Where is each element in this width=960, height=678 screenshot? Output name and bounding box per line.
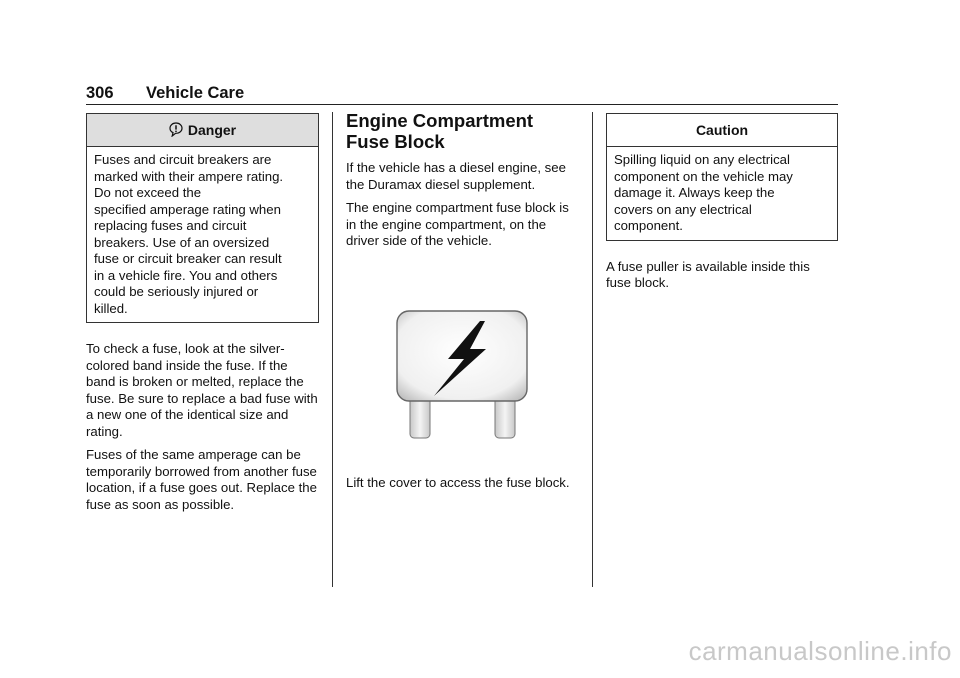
section-heading-line-1: Engine Compartment	[346, 110, 534, 131]
column-divider-left	[332, 112, 333, 587]
danger-line: killed.	[94, 300, 128, 316]
diesel-paragraph: If the vehicle has a diesel engine, see the Duramax diesel supplement.	[346, 160, 566, 192]
section-heading-line-2: Fuse Block	[346, 131, 445, 152]
left-column	[86, 113, 319, 520]
fuse-check-paragraph: To check a fuse, look at the silver-colored band inside the fuse. If the band is broken or melted, replace the fuse. Be sure to replace a bad fuse with a new one of the identical size and rating.	[86, 341, 318, 439]
danger-line: specified amperage rating when	[94, 201, 281, 217]
danger-line: replacing fuses and circuit	[94, 218, 247, 233]
location-paragraph: The engine compartment fuse block is in the engine compartment, on the driver side of the vehicle.	[346, 200, 569, 248]
column-divider-right	[592, 112, 593, 587]
danger-line: Fuses and circuit breakers are	[94, 152, 272, 167]
middle-column-bottom	[346, 475, 578, 499]
page-header	[86, 82, 838, 105]
danger-body	[87, 147, 318, 322]
fuse-puller-paragraph: A fuse puller is available inside this fuse block.	[606, 258, 810, 290]
middle-column	[346, 110, 578, 257]
danger-heading	[87, 114, 318, 147]
caution-box	[606, 113, 838, 241]
danger-line: fuse or circuit breaker can result	[94, 251, 282, 266]
right-column	[606, 113, 838, 299]
section-heading	[346, 110, 578, 152]
section-title: Vehicle Care	[146, 84, 245, 102]
danger-line: Do not exceed the	[94, 185, 202, 200]
danger-line: breakers. Use of an oversized	[94, 234, 270, 250]
caution-line: component.	[614, 218, 683, 233]
watermark	[0, 636, 960, 667]
danger-box	[86, 113, 319, 323]
caution-line: Spilling liquid on any electrical	[614, 152, 790, 167]
caution-body	[607, 147, 837, 240]
watermark-text: carmanualsonline.info	[688, 636, 952, 666]
fuse-lightning-icon	[394, 308, 530, 442]
danger-line: marked with their ampere rating.	[94, 168, 284, 184]
caution-line: component on the vehicle may	[614, 168, 793, 184]
danger-line: in a vehicle fire. You and others	[94, 267, 278, 283]
caution-heading: Caution	[607, 114, 837, 147]
cover-paragraph: Lift the cover to access the fuse block.	[346, 475, 570, 490]
warning-speech-bubble-icon	[169, 116, 183, 148]
page-number: 306	[86, 84, 114, 102]
danger-line: could be seriously injured or	[94, 284, 259, 299]
caution-line: damage it. Always keep the	[614, 185, 775, 200]
danger-heading-text: Danger	[187, 122, 237, 138]
caution-line: covers on any electrical	[614, 201, 752, 217]
fuse-borrow-paragraph: Fuses of the same amperage can be temporarily borrowed from another fuse location, if a fuse goes out. Replace the fuse as soon as possible.	[86, 447, 317, 512]
fuse-block-figure	[394, 308, 530, 442]
